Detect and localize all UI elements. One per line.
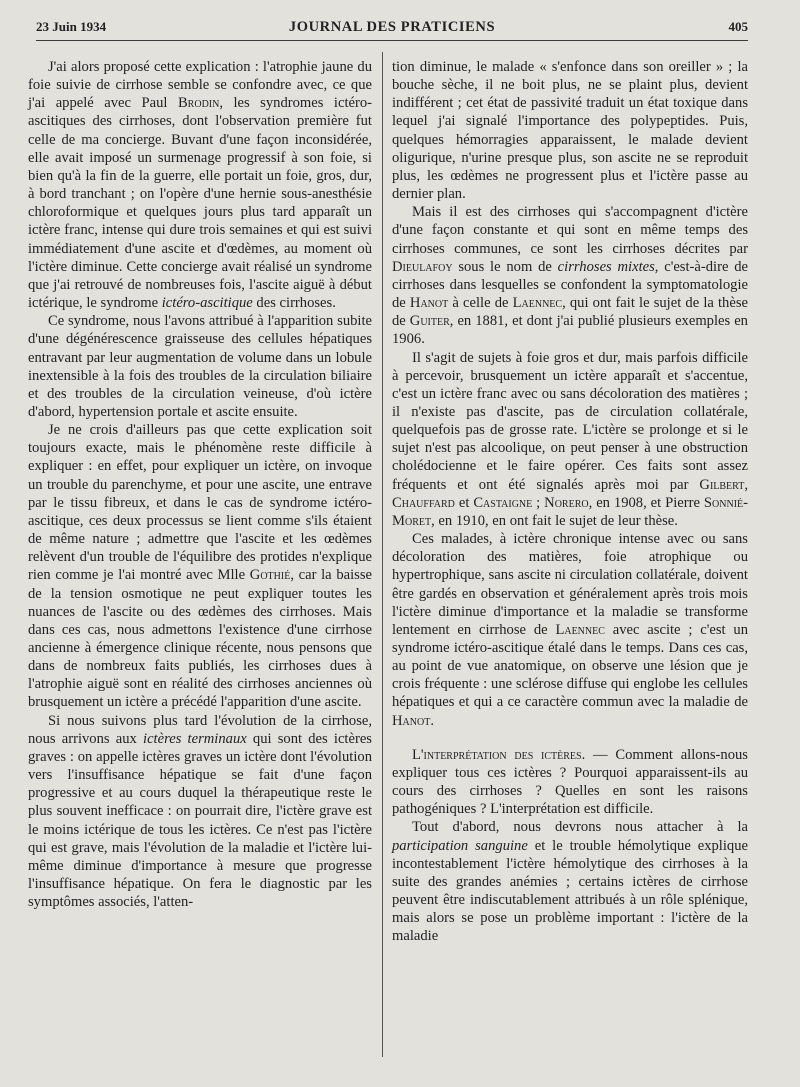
author-name: Laennec [555,621,605,638]
section-heading: L'interprétation des ictères. [412,746,586,763]
left-column [28,58,372,911]
emphasis: ictères terminaux [143,730,247,747]
header-date: 23 Juin 1934 [36,19,107,34]
emphasis: cirrhoses mixtes [557,258,655,275]
author-name: Laennec [512,295,563,312]
author-name: Norero [544,494,589,511]
paragraph-right-6: Tout d'abord, nous devrons nous attacher à la participation sanguine et le trouble hémolytique explique incontestablement l'ictère hémolytique des cirrhoses à la suite des grandes anémies ; certains ictères de cirrhose peuvent être indiscutablement attribués à un rôle splénique, mais alors se pose un problème important : l'ictère de la maladie [392,819,748,945]
author-name: Gothié [249,567,291,584]
paragraph-right-4: Ces malades, à ictère chronique intense avec ou sans décoloration des matières, foie atrophique ou hypertrophique, sans ascite ni circulation collatérale, doivent être gardés en observation et généralement après trois mois l'ictère diminue d'importance et la maladie se transforme lentement en cirrhose de Laennec avec ascite ; c'est un syndrome ictéro-ascitique étalé dans le temps. Dans ces cas, au point de vue anatomique, on observe une lésion que je crois fréquente : une sclérose diffuse qui englobe les cellules hépatiques et qui a ce caractère commun avec la maladie de Hanot. [392,531,748,729]
paragraph-right-1: tion diminue, le malade « s'enfonce dans son oreiller » ; la bouche sèche, il ne boit plus, ne se plaint plus, devient indifférent ; cet état de passivité traduit un état toxique dans lequel j'ai signalé l'importance des polypeptides. Puis, quelques hémorragies apparaissent, le malade devient oligurique, n'urine presque plus, son ascite ne se reproduit plus, les œdèmes ne progressent plus et l'ictère passe au dernier plan. [392,59,748,203]
author-name: Dieulafoy [392,258,453,275]
emphasis: participation sanguine [392,837,528,854]
author-name: Hanot [409,295,449,312]
author-name: Guiter [409,313,450,330]
paragraph-right-3: Il s'agit de sujets à foie gros et dur, mais parfois difficile à percevoir, brusquement un ictère apparaît et s'accentue, c'est un ictère franc avec ou sans décoloration des matières ; il n'existe pas d'ascite, pas de circulation collatérale, quelquefois pas de grosse rate. L'ictère se prolonge et si le sujet n'est pas alcoolique, on peut penser à une obstruction cholédocienne et le faire opérer. Ces faits sont assez fréquents et ont été signalés après moi par Gilbert, Chauffard et Castaigne ; Norero, en 1908, et Pierre Sonnié-Moret, en 1910, en ont fait le sujet de leur thèse. [392,349,748,529]
paragraph-left-2: Ce syndrome, nous l'avons attribué à l'apparition subite d'une dégénérescence graisseuse des cellules hépatiques entravant par leur augmentation de volume dans un lobule inextensible à la fois des troubles de la circulation biliaire et des troubles de la circulation veineuse, d'où ictère d'abord, hypertension portale et ascite ensuite. [28,313,372,420]
paragraph-right-2: Mais il est des cirrhoses qui s'accompagnent d'ictère d'une façon constante et qui sont en même temps des cirrhoses communes, ce sont les cirrhoses décrites par Dieulafoy sous le nom de cirrhoses mixtes, c'est-à-dire de cirrhoses dans lesquelles se confondent la symptomatologie de Hanot à celle de Laennec, qui ont fait le sujet de la thèse de Guiter, en 1881, et dont j'ai publié plusieurs exemples en 1906. [392,204,748,348]
running-header [36,14,748,41]
page-number: 405 [728,19,748,34]
author-name: Sonnié-Moret [392,494,748,529]
paragraph-left-1: J'ai alors proposé cette explication : l'atrophie jaune du foie suivie de cirrhose semble se confondre avec, ce que j'ai appelé avec Paul Brodin, les syndromes ictéro-ascitiques des cirrhoses, dont l'observation première fut celle de ma concierge. Buvant d'une façon inconsidérée, elle avait imposé un surmenage progressif à son foie, si bien qu'à la fin de la guerre, elle portait un foie, gros, dur, à bord tranchant ; on l'opère d'une hernie sous-anesthésie chloroformique et quelques jours plus tard apparaît un ictère franc, intense qui dure trois semaines et qui est suivi immédiatement d'une ascite et d'œdèmes, au moment où l'ictère diminue. Cette concierge avait réalisé un syndrome que j'ai retrouvé de nombreuses fois, l'ascite aiguë à début ictérique, le syndrome ictéro-ascitique des cirrhoses. [28,59,372,312]
author-name: Gilbert [699,476,745,493]
column-divider [382,52,383,1057]
emphasis: ictéro-ascitique [161,295,253,312]
right-column [392,58,748,946]
journal-title: JOURNAL DES PRATICIENS [288,19,496,35]
paragraph-left-3: Je ne crois d'ailleurs pas que cette explication soit toujours exacte, mais le phénomène reste difficile à expliquer : en effet, pour expliquer un ictère, on invoque un trouble du parenchyme, et pour une ascite, une entrave par le tissu fibreux, et dans le cas de syndrome ictéro-ascitique, ces deux processus se lient comme s'ils étaient de même nature ; admettre que l'ascite et les œdèmes relèvent d'un trouble de l'équilibre des protides n'explique rien comme je l'ai montré avec Mlle Gothié, car la baisse de la tension osmotique ne peut expliquer toutes les nuances de l'ascite ou des œdèmes des cirrhoses. Mais dans ces cas, nous admettons l'existence d'une cirrhose ancienne à émergence clinique récente, nous pensons que dans de nombreux faits publiés, les cirrhoses dues à l'atrophie aiguë sont en réalité des cirrhoses anciennes où brusquement un ictère a précédé l'apparition d'une ascite. [28,422,373,711]
author-name: Brodin [177,95,220,112]
author-name: Castaigne [473,494,533,511]
paragraph-left-4: Si nous suivons plus tard l'évolution de la cirrhose, nous arrivons aux ictères terminaux qui sont des ictères graves : on appelle ictères graves un ictère dont l'évolution vers l'insuffisance hépatique se fait d'une façon progressive et au cours duquel la thérapeutique reste le plus souvent inefficace : on pourrait dire, l'ictère grave est le moins ictérique de tous les ictères. Ce n'est pas l'ictère qui est grave, mais l'évolution de la maladie et l'ictère lui-même diminue d'importance à mesure que progresse l'insuffisance hépatique. On fera le diagnostic par les symptômes associés, l'atten- [28,712,372,911]
author-name: Chauffard [392,494,455,511]
paragraph-right-5: L'interprétation des ictères. — Comment allons-nous expliquer tous ces ictères ? Pourquoi apparaissent-ils au cours des cirrhoses ? Quelles en sont les raisons pathogéniques ? L'interprétation est difficile. [392,746,748,818]
author-name: Hanot [392,712,431,729]
